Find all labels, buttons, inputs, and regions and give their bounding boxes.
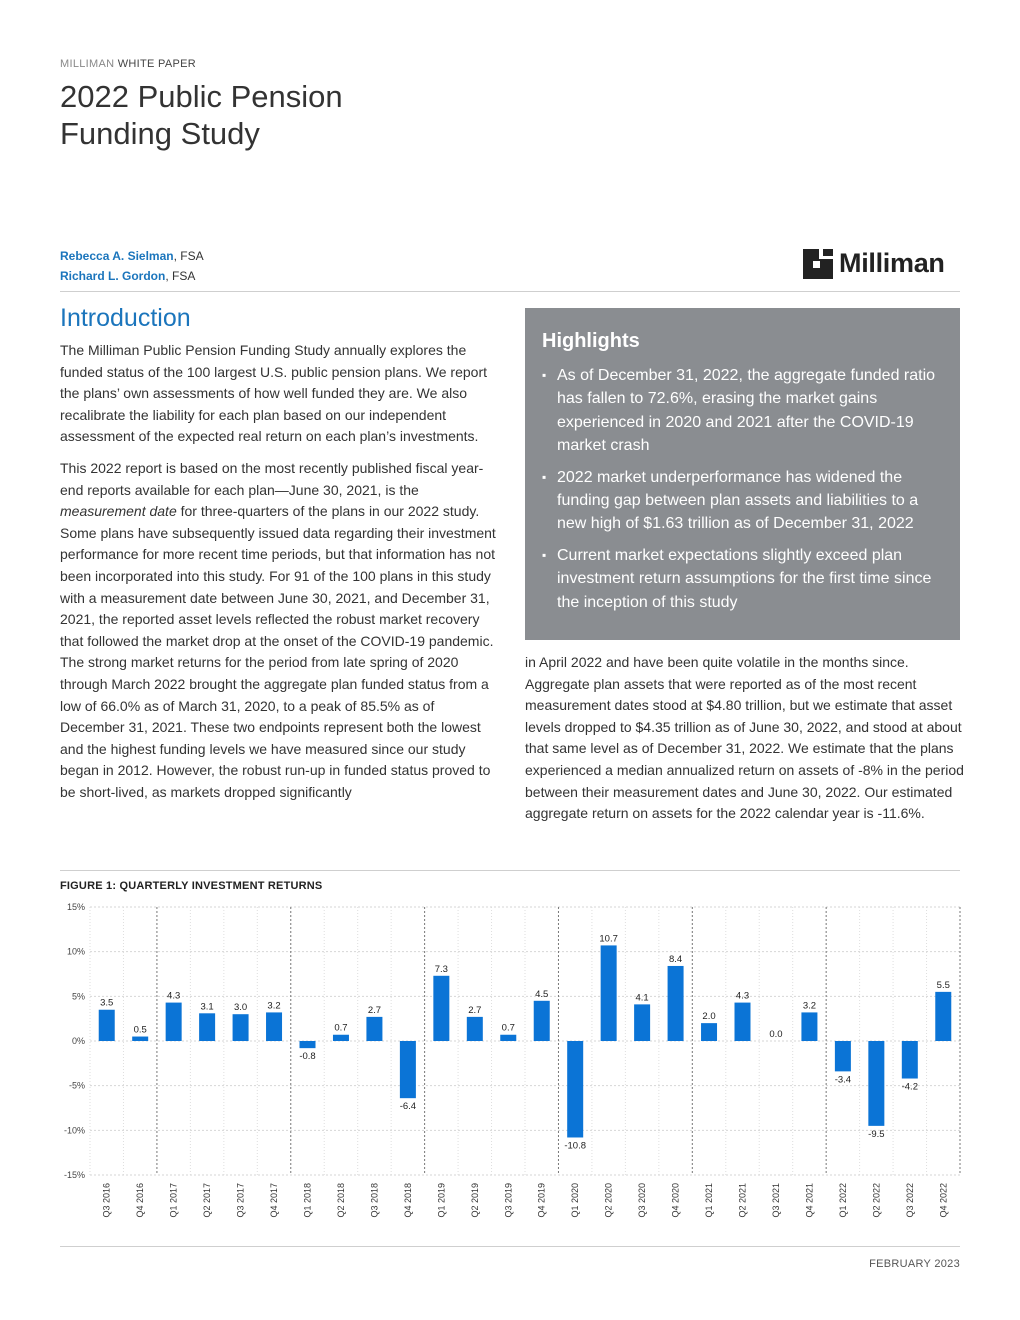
bullet-icon: ▪ <box>542 368 547 382</box>
logo-text: Milliman <box>839 248 945 278</box>
data-label: 0.7 <box>501 1022 515 1034</box>
y-tick-label: 15% <box>66 902 85 912</box>
bar <box>166 1003 182 1041</box>
author-credential: , FSA <box>173 249 204 263</box>
highlight-item: ▪ 2022 market underperformance has widened the funding gap between plan assets and liabilities to a new high of $1.63 trillion as of December 31, 2022 <box>542 466 946 536</box>
x-tick-label: Q2 2021 <box>737 1183 748 1218</box>
document-series-label: MILLIMAN WHITE PAPER <box>60 58 196 70</box>
x-tick-label: Q1 2017 <box>168 1183 179 1218</box>
x-tick-label: Q3 2022 <box>904 1183 915 1218</box>
footer-date: FEBRUARY 2023 <box>869 1258 960 1270</box>
bar <box>902 1041 918 1079</box>
data-label: 4.1 <box>635 992 649 1004</box>
x-tick-label: Q1 2019 <box>436 1183 447 1218</box>
author-2 <box>60 266 204 286</box>
bar <box>801 1012 817 1041</box>
x-tick-label: Q4 2019 <box>536 1183 547 1218</box>
bar <box>835 1041 851 1071</box>
x-tick-label: Q1 2018 <box>302 1183 313 1218</box>
x-tick-label: Q4 2020 <box>670 1183 681 1218</box>
bar <box>634 1004 650 1041</box>
bar <box>868 1041 884 1126</box>
figure-title: FIGURE 1: QUARTERLY INVESTMENT RETURNS <box>60 880 323 892</box>
x-tick-label: Q4 2017 <box>269 1183 280 1218</box>
bar <box>132 1037 148 1041</box>
data-label: 10.7 <box>599 933 618 945</box>
data-label: -10.8 <box>564 1140 587 1152</box>
bar <box>199 1013 215 1041</box>
data-label: 2.7 <box>468 1004 482 1016</box>
x-tick-label: Q4 2018 <box>402 1183 413 1218</box>
bar <box>99 1010 115 1041</box>
x-tick-label: Q3 2017 <box>235 1183 246 1218</box>
highlight-item: ▪ As of December 31, 2022, the aggregate funded ratio has fallen to 72.6%, erasing the market gains experienced in 2020 and 2021 after the COVID-19 market crash <box>542 364 946 458</box>
x-tick-label: Q3 2021 <box>770 1183 781 1218</box>
bar <box>601 945 617 1041</box>
bar <box>735 1003 751 1041</box>
data-label: 3.2 <box>267 1000 281 1012</box>
data-label: -4.2 <box>901 1081 918 1093</box>
bar <box>333 1035 349 1041</box>
x-tick-label: Q2 2019 <box>469 1183 480 1218</box>
bar <box>233 1014 249 1041</box>
intro-right-column <box>525 652 965 835</box>
quarterly-returns-chart <box>50 895 965 1235</box>
data-label: -0.8 <box>299 1051 316 1063</box>
bar <box>935 992 951 1041</box>
highlights-title: Highlights <box>542 330 640 352</box>
highlights-list <box>542 364 946 622</box>
x-tick-label: Q3 2020 <box>637 1183 648 1218</box>
title-line-1: 2022 Public Pension <box>60 79 343 114</box>
x-tick-label: Q1 2020 <box>570 1183 581 1218</box>
data-label: -3.4 <box>834 1074 852 1086</box>
data-label: 3.0 <box>233 1002 248 1014</box>
bullet-icon: ▪ <box>542 547 547 562</box>
author-list <box>60 246 204 286</box>
data-label: 7.3 <box>434 963 448 975</box>
data-label: 3.2 <box>802 1000 817 1012</box>
bullet-icon: ▪ <box>542 469 547 484</box>
intro-paragraph-3: in April 2022 and have been quite volatile in the months since. Aggregate plan assets that were reported as of the most recent measurement dates stood at $4.80 trillion, but we estimate that asset levels dropped to $4.35 trillion as of June 30, 2022, and stood at about that same level as of December 31, 2022. We estimate that the plans experienced a median annualized return on assets of -8% in the period between their measurement dates and June 30, 2022. Our estimated aggregate return on assets for the 2022 calendar year is -11.6%. <box>525 654 964 822</box>
data-label: 4.3 <box>167 990 181 1002</box>
x-tick-label: Q2 2020 <box>603 1183 614 1218</box>
bar <box>266 1012 282 1041</box>
x-tick-label: Q1 2021 <box>704 1183 715 1218</box>
header-divider <box>60 291 960 292</box>
y-tick-label: 5% <box>71 991 85 1002</box>
author-name: Rebecca A. Sielman <box>60 249 174 263</box>
milliman-logo <box>803 248 945 279</box>
figure-divider <box>60 870 960 871</box>
x-tick-label: Q2 2018 <box>335 1183 346 1218</box>
bar <box>567 1041 583 1137</box>
intro-left-column <box>60 340 500 813</box>
bar <box>701 1023 717 1041</box>
data-label: 4.3 <box>735 990 750 1002</box>
x-tick-label: Q3 2018 <box>369 1183 380 1218</box>
y-tick-label: -5% <box>68 1080 85 1091</box>
data-label: -6.4 <box>399 1101 417 1113</box>
document-title <box>60 78 343 152</box>
data-label: -9.5 <box>868 1128 885 1140</box>
data-label: 3.5 <box>100 997 114 1009</box>
author-1 <box>60 246 204 266</box>
milliman-logo-icon <box>803 249 833 279</box>
data-label: 4.5 <box>535 988 549 1000</box>
bar <box>433 976 449 1041</box>
intro-paragraph-2: This 2022 report is based on the most recently published fiscal year-end reports available for each plan—June 30, 2021, is the measurement date for three-quarters of the plans in our 2022 study. Some plans have subsequently issued data regarding their investment performance for more recent time periods, but that information has not been incorporated into this study. For 91 of the 100 plans in this study with a measurement date between June 30, 2021, and December 31, 2021, the reported asset levels reflected the robust market recovery that followed the market drop at the onset of the COVID-19 pandemic. The strong market returns for the period from late spring of 2020 through March 2022 brought the aggregate plan funded status from a low of 66.0% as of March 31, 2020, to a peak of 85.5% as of December 31, 2021. These two endpoints represent both the lowest and the highest funding levels we have measured since our study began in 2012. However, the robust run-up in funded status proved to be short-lived, as markets dropped significantly <box>60 459 496 800</box>
intro-paragraph-1: The Milliman Public Pension Funding Study annually explores the funded status of the 100 largest U.S. public pension plans. We report the plans’ own assessments of how well funded they are. We also recalibrate the liability for each plan based on our independent assessment of the expected real return on each plan’s investments. <box>60 342 487 445</box>
highlight-item: ▪ Current market expectations slightly exceed plan investment return assumptions for the first time since the inception of this study <box>542 544 946 614</box>
footer-divider <box>60 1246 960 1247</box>
bar <box>500 1035 516 1041</box>
data-label: 3.1 <box>200 1001 214 1013</box>
y-tick-label: 10% <box>66 946 85 957</box>
bar <box>366 1017 382 1041</box>
title-line-2: Funding Study <box>60 116 260 151</box>
x-tick-label: Q3 2016 <box>101 1183 112 1218</box>
bar <box>668 966 684 1041</box>
x-tick-label: Q4 2022 <box>938 1183 949 1218</box>
x-tick-label: Q2 2022 <box>871 1183 882 1218</box>
x-tick-label: Q2 2017 <box>202 1183 213 1218</box>
bar <box>534 1001 550 1041</box>
bar <box>400 1041 416 1098</box>
y-tick-label: -15% <box>63 1170 85 1180</box>
bar <box>467 1017 483 1041</box>
data-label: 0.0 <box>769 1029 783 1040</box>
x-tick-label: Q3 2019 <box>503 1183 514 1218</box>
x-tick-label: Q1 2022 <box>837 1183 848 1218</box>
y-tick-label: 0% <box>71 1036 85 1046</box>
data-label: 2.0 <box>702 1011 716 1023</box>
author-name: Richard L. Gordon <box>60 269 166 283</box>
author-credential: , FSA <box>165 269 196 283</box>
highlights-box <box>525 308 960 640</box>
data-label: 5.5 <box>936 979 950 991</box>
data-label: 0.7 <box>334 1022 348 1034</box>
data-label: 8.4 <box>668 953 683 965</box>
data-label: 2.7 <box>367 1004 382 1016</box>
section-heading-introduction: Introduction <box>60 304 191 332</box>
x-tick-label: Q4 2021 <box>804 1183 815 1218</box>
data-label: 0.5 <box>133 1024 147 1036</box>
x-tick-label: Q4 2016 <box>135 1183 146 1218</box>
y-tick-label: -10% <box>63 1125 85 1136</box>
bar <box>300 1041 316 1048</box>
